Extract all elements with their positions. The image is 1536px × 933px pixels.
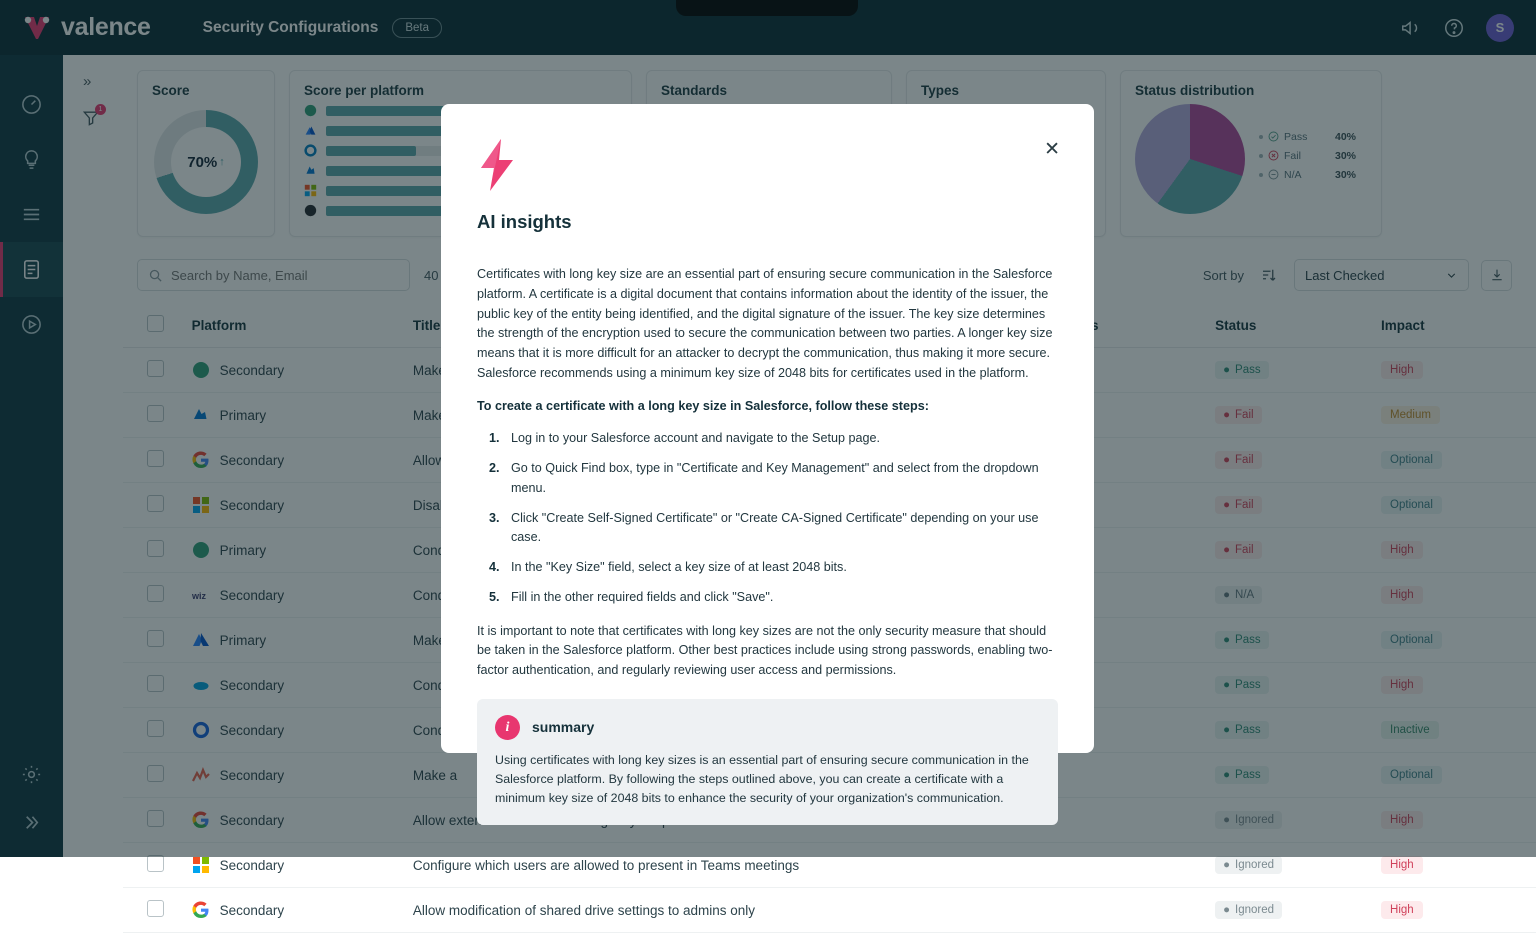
summary-header xyxy=(495,715,1040,740)
standards-cell xyxy=(1033,888,1216,933)
impact-cell xyxy=(1381,888,1536,933)
summary-box xyxy=(477,699,1058,825)
modal-step-item: 4. In the "Key Size" field, select a key size of at least 2048 bits. xyxy=(503,558,1058,578)
title-cell: Allow modification of shared drive settings to admins only xyxy=(413,888,1033,933)
google-icon xyxy=(192,901,210,919)
status-badge: ● Ignored xyxy=(1215,856,1282,874)
modal-step-item: 2. Go to Quick Find box, type in "Certificate and Key Management" and select from the dropdown menu. xyxy=(503,459,1058,499)
microsoft-icon xyxy=(192,856,210,874)
status-badge: ● Ignored xyxy=(1215,901,1282,919)
summary-text: Using certificates with long key sizes is an essential part of ensuring secure communication in the Salesforce platform. By following the steps outlined above, you can create a certificate with a minimum key size of 2048 bits to enhance the security of your organization's communication. xyxy=(495,753,1029,806)
modal-step-item: 1. Log in to your Salesforce account and navigate to the Setup page. xyxy=(503,429,1058,449)
modal-title: AI insights xyxy=(477,211,572,232)
modal-paragraph-1: Certificates with long key size are an essential part of ensuring secure communication in the Salesforce platform. A certificate is a digital document that contains information about the identity of the issuer, the public key of the entity being identified, and the digital signature of the issuer. The key size determines the strength of the encryption used to secure the communication between two parties. A longer key size means that it is more difficult for an attacker to decrypt the communication, thus making it more secure. Salesforce recommends using a minimum key size of 2048 bits for certificates used in the platform. xyxy=(477,267,1053,380)
title-cell: Configure which users are allowed to present in Teams meetings xyxy=(413,843,1033,888)
impact-badge: High xyxy=(1381,856,1423,874)
row-select-cell xyxy=(123,888,192,933)
table-row[interactable] xyxy=(123,888,1536,933)
impact-badge: High xyxy=(1381,901,1423,919)
row-checkbox[interactable] xyxy=(147,855,164,872)
platform-label: Secondary xyxy=(219,857,285,873)
close-icon[interactable]: ✕ xyxy=(1044,139,1060,160)
status-icon: ● xyxy=(1223,859,1231,871)
ai-insights-modal xyxy=(441,104,1094,806)
row-checkbox[interactable] xyxy=(147,900,164,917)
modal-step-item: 5. Fill in the other required fields and click "Save". xyxy=(503,588,1058,608)
platform-cell xyxy=(192,888,413,933)
status-cell xyxy=(1215,888,1381,933)
modal-paragraph-2: It is important to note that certificates with long key sizes are not the only security measure that should be taken in the Salesforce platform. Other best practices include using strong passwords, enabling two-factor authentication, and regularly reviewing user access and permissions. xyxy=(477,623,1053,678)
modal-step-item: 3. Click "Create Self-Signed Certificate" or "Create CA-Signed Certificate" depending on your use case. xyxy=(503,509,1058,549)
modal-steps-list xyxy=(477,429,1058,607)
status-icon: ● xyxy=(1223,904,1231,916)
summary-title: summary xyxy=(532,718,595,735)
lightning-bolt-icon xyxy=(477,138,517,192)
modal-steps-heading: To create a certificate with a long key size in Salesforce, follow these steps: xyxy=(477,398,929,413)
modal-body xyxy=(477,265,1058,825)
info-icon: i xyxy=(495,715,520,740)
platform-label: Secondary xyxy=(219,902,285,918)
